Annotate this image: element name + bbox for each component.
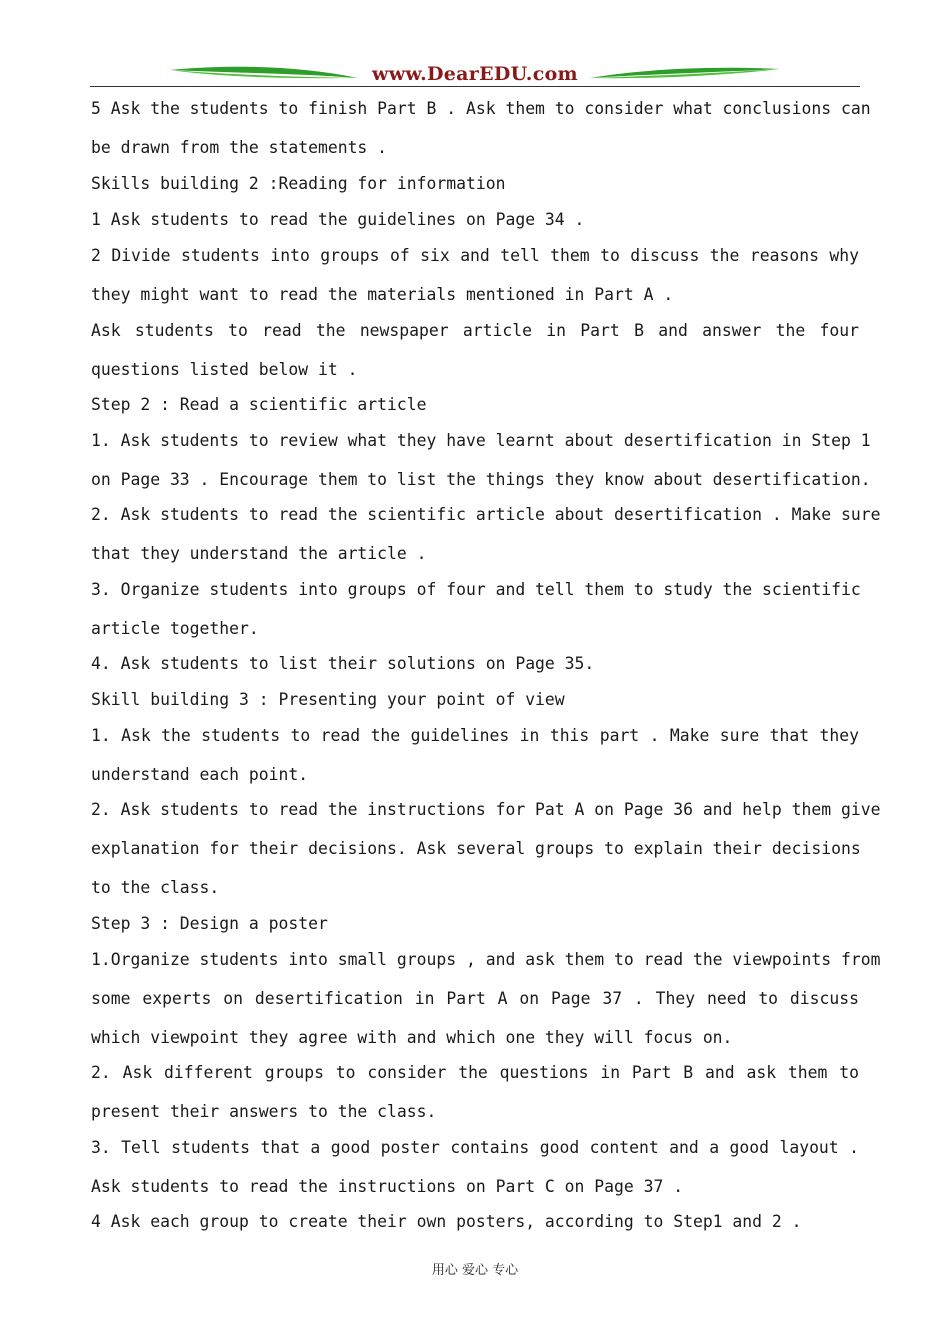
text-line: on Page 33 . Encourage them to list the things they know about desertification. — [91, 470, 871, 489]
text-line: 1 Ask students to read the guidelines on Page 34 . — [91, 210, 585, 229]
text-line: present their answers to the class. — [91, 1102, 437, 1121]
text-line: 5 Ask the students to finish Part B . Ask them to consider what conclusions can — [91, 99, 871, 118]
text-line: 1. Ask students to review what they have learnt about desertification in Step 1 — [91, 431, 871, 450]
text-line: Step 2 : Read a scientific article — [91, 395, 427, 414]
text-line: 1. Ask the students to read the guidelines in this part . Make sure that they — [91, 726, 859, 745]
text-line: 2. Ask students to read the scientific article about desertification . Make sure — [91, 505, 881, 524]
text-line: 1.Organize students into small groups , and ask them to read the viewpoints from — [91, 950, 881, 969]
text-line: they might want to read the materials mentioned in Part A . — [91, 285, 674, 304]
text-line: 2 Divide students into groups of six and tell them to discuss the reasons why — [91, 246, 859, 265]
text-line: 2. Ask different groups to consider the questions in Part B and ask them to — [91, 1063, 859, 1082]
site-logo-text[interactable]: www.DearEDU.com — [372, 63, 578, 85]
text-line: that they understand the article . — [91, 544, 427, 563]
text-line: article together. — [91, 619, 259, 638]
text-line: 4. Ask students to list their solutions on Page 35. — [91, 654, 595, 673]
text-line: to the class. — [91, 878, 220, 897]
text-line: understand each point. — [91, 765, 309, 784]
text-line: explanation for their decisions. Ask several groups to explain their decisions — [91, 839, 861, 858]
text-line: 3. Organize students into groups of four and tell them to study the scientific — [91, 580, 861, 599]
page-footer: 用心 爱心 专心 — [431, 1263, 519, 1278]
text-line: Ask students to read the newspaper article in Part B and answer the four — [91, 321, 859, 340]
text-line: which viewpoint they agree with and which one they will focus on. — [91, 1028, 733, 1047]
text-line: 2. Ask students to read the instructions for Pat A on Page 36 and help them give — [91, 800, 881, 819]
text-line: 3. Tell students that a good poster contains good content and a good layout . — [91, 1138, 859, 1157]
text-line: questions listed below it . — [91, 360, 358, 379]
text-line: some experts on desertification in Part A on Page 37 . They need to discuss — [91, 989, 859, 1008]
text-line: Ask students to read the instructions on Part C on Page 37 . — [91, 1177, 684, 1196]
text-line: Skill building 3 : Presenting your point of view — [91, 690, 565, 709]
page-header — [90, 60, 860, 90]
text-line: Step 3 : Design a poster — [91, 914, 328, 933]
text-line: 4 Ask each group to create their own posters, according to Step1 and 2 . — [91, 1212, 802, 1231]
text-line: Skills building 2 :Reading for information — [91, 174, 506, 193]
text-line: be drawn from the statements . — [91, 138, 388, 157]
header-rule — [90, 86, 860, 87]
